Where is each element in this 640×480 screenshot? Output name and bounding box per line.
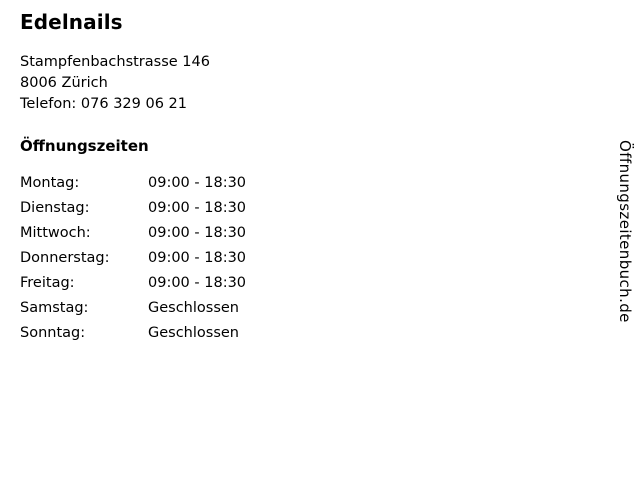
table-row bbox=[20, 173, 246, 198]
table-row bbox=[20, 223, 246, 248]
day-hours: 09:00 - 18:30 bbox=[148, 225, 247, 241]
table-row bbox=[20, 248, 246, 273]
day-label: Donnerstag: bbox=[20, 250, 110, 266]
day-hours: 09:00 - 18:30 bbox=[148, 250, 247, 266]
phone-number: Telefon: 076 329 06 21 bbox=[20, 96, 188, 112]
address-street: Stampfenbachstrasse 146 bbox=[20, 54, 210, 70]
day-hours: Geschlossen bbox=[148, 325, 239, 341]
opening-hours-table bbox=[20, 173, 246, 348]
day-label: Sonntag: bbox=[20, 325, 86, 341]
address-block bbox=[20, 52, 580, 115]
address-city: 8006 Zürich bbox=[20, 75, 108, 91]
table-row bbox=[20, 198, 246, 223]
day-hours: 09:00 - 18:30 bbox=[148, 175, 247, 191]
day-label: Freitag: bbox=[20, 275, 75, 291]
table-row bbox=[20, 298, 246, 323]
day-hours: 09:00 - 18:30 bbox=[148, 275, 247, 291]
table-row bbox=[20, 323, 246, 348]
watermark-label: Öffnungszeitenbuch.de bbox=[616, 140, 634, 323]
opening-hours-heading: Öffnungszeiten bbox=[20, 137, 149, 155]
day-label: Mittwoch: bbox=[20, 225, 91, 241]
day-label: Montag: bbox=[20, 175, 80, 191]
business-info-page bbox=[20, 10, 580, 348]
day-label: Dienstag: bbox=[20, 200, 90, 216]
day-label: Samstag: bbox=[20, 300, 89, 316]
day-hours: Geschlossen bbox=[148, 300, 239, 316]
table-row bbox=[20, 273, 246, 298]
day-hours: 09:00 - 18:30 bbox=[148, 200, 247, 216]
page-title: Edelnails bbox=[20, 10, 123, 34]
